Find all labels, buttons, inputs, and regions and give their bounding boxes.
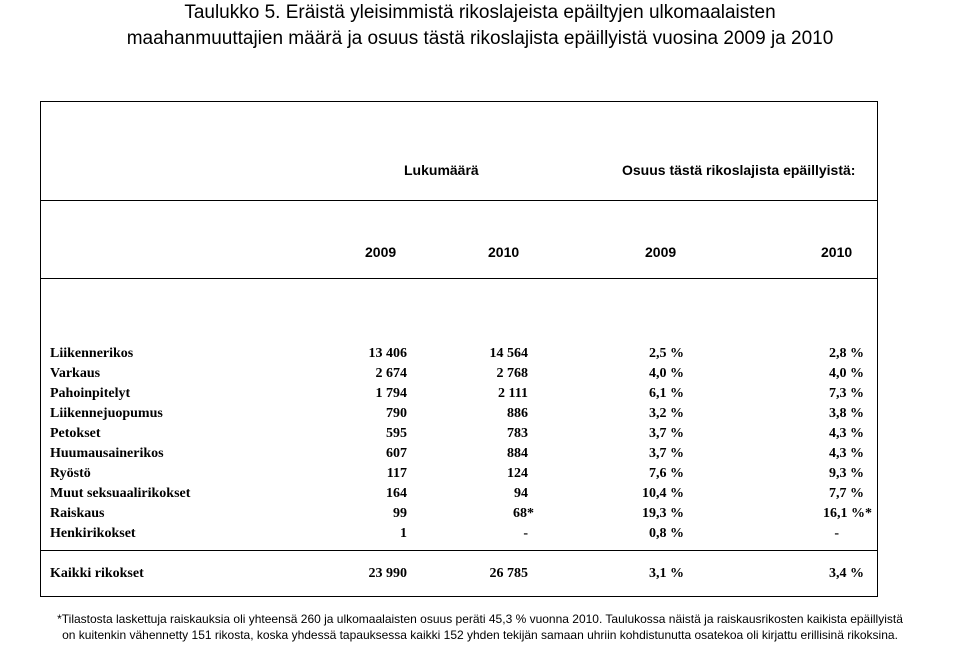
share-2010: 3,8 % xyxy=(829,406,864,421)
year-header-share-2010: 2010 xyxy=(821,244,853,260)
total-share-2009: 3,1 % xyxy=(649,566,684,581)
count-2010: 783 xyxy=(507,426,528,441)
header-share: Osuus tästä rikoslajista epäillyistä: xyxy=(622,162,856,178)
share-2010: 7,7 % xyxy=(829,486,864,501)
count-2009: 595 xyxy=(386,426,407,441)
row-label: Pahoinpitelyt xyxy=(50,386,131,401)
share-2010: 7,3 % xyxy=(829,386,864,401)
year-header-share-2009: 2009 xyxy=(645,244,677,260)
share-2010: - xyxy=(834,526,839,541)
share-2010: 4,0 % xyxy=(829,366,864,381)
share-2009: 3,2 % xyxy=(649,406,684,421)
year-header-count-2010: 2010 xyxy=(488,244,520,260)
count-2010: 2 111 xyxy=(498,386,528,401)
share-2009: 3,7 % xyxy=(649,446,684,461)
share-2009: 4,0 % xyxy=(649,366,684,381)
count-2010: 884 xyxy=(507,446,528,461)
row-label: Raiskaus xyxy=(50,506,105,521)
share-2009: 3,7 % xyxy=(649,426,684,441)
share-2009: 0,8 % xyxy=(649,526,684,541)
count-2010: 94 xyxy=(514,486,528,501)
share-2010: 4,3 % xyxy=(829,446,864,461)
header-count: Lukumäärä xyxy=(404,162,479,178)
count-2009: 2 674 xyxy=(375,366,407,381)
footnote-line-2: on kuitenkin vähennetty 151 rikosta, koska yhdessä tapauksessa kaikki 152 yhden tekijän samaan uhriin kohdistunutta osatekoa oli kirjattu erillisinä rikoksina. xyxy=(62,628,898,642)
total-count-2010: 26 785 xyxy=(489,566,528,581)
count-2009: 607 xyxy=(386,446,407,461)
row-label: Huumausainerikos xyxy=(50,446,164,461)
year-header-count-2009: 2009 xyxy=(365,244,397,260)
share-2010: 9,3 % xyxy=(829,466,864,481)
share-2009: 6,1 % xyxy=(649,386,684,401)
share-2009: 7,6 % xyxy=(649,466,684,481)
row-label: Henkirikokset xyxy=(50,526,136,541)
share-2010: 2,8 % xyxy=(829,346,864,361)
count-2009: 1 794 xyxy=(375,386,407,401)
count-2009: 164 xyxy=(386,486,407,501)
year-header-divider xyxy=(40,278,878,279)
row-label: Muut seksuaalirikokset xyxy=(50,486,191,501)
row-label: Liikennejuopumus xyxy=(50,406,163,421)
row-label: Varkaus xyxy=(50,366,101,381)
total-count-2009: 23 990 xyxy=(368,566,407,581)
row-label: Liikennerikos xyxy=(50,346,134,361)
count-2010: 124 xyxy=(507,466,528,481)
share-2010: 4,3 % xyxy=(829,426,864,441)
count-2010: 14 564 xyxy=(489,346,528,361)
count-2009: 1 xyxy=(400,526,407,541)
row-label: Ryöstö xyxy=(50,466,91,481)
table-title-line-1: Taulukko 5. Eräistä yleisimmistä rikoslajeista epäiltyjen ulkomaalaisten xyxy=(184,2,776,23)
count-2010: - xyxy=(523,526,528,541)
count-2010: 2 768 xyxy=(496,366,528,381)
count-2010: 886 xyxy=(507,406,528,421)
count-2010: 68* xyxy=(513,506,534,521)
share-2009: 19,3 % xyxy=(642,506,684,521)
group-header-divider xyxy=(40,200,878,201)
count-2009: 13 406 xyxy=(368,346,407,361)
share-2009: 10,4 % xyxy=(642,486,684,501)
share-2009: 2,5 % xyxy=(649,346,684,361)
count-2009: 99 xyxy=(393,506,407,521)
footnote-line-1: *Tilastosta laskettuja raiskauksia oli yhteensä 260 ja ulkomaalaisten osuus peräti 45,3 % vuonna 2010. Taulukossa näistä ja raiskausrikosten kaikista epäillyistä xyxy=(57,612,903,626)
total-row-divider xyxy=(40,550,878,551)
count-2009: 790 xyxy=(386,406,407,421)
total-share-2010: 3,4 % xyxy=(829,566,864,581)
share-2010: 16,1 %* xyxy=(823,506,872,521)
row-label: Petokset xyxy=(50,426,101,441)
total-label: Kaikki rikokset xyxy=(50,566,144,581)
count-2009: 117 xyxy=(386,466,407,481)
table-title-line-2: maahanmuuttajien määrä ja osuus tästä rikoslajista epäillyistä vuosina 2009 ja 2010 xyxy=(126,28,834,49)
